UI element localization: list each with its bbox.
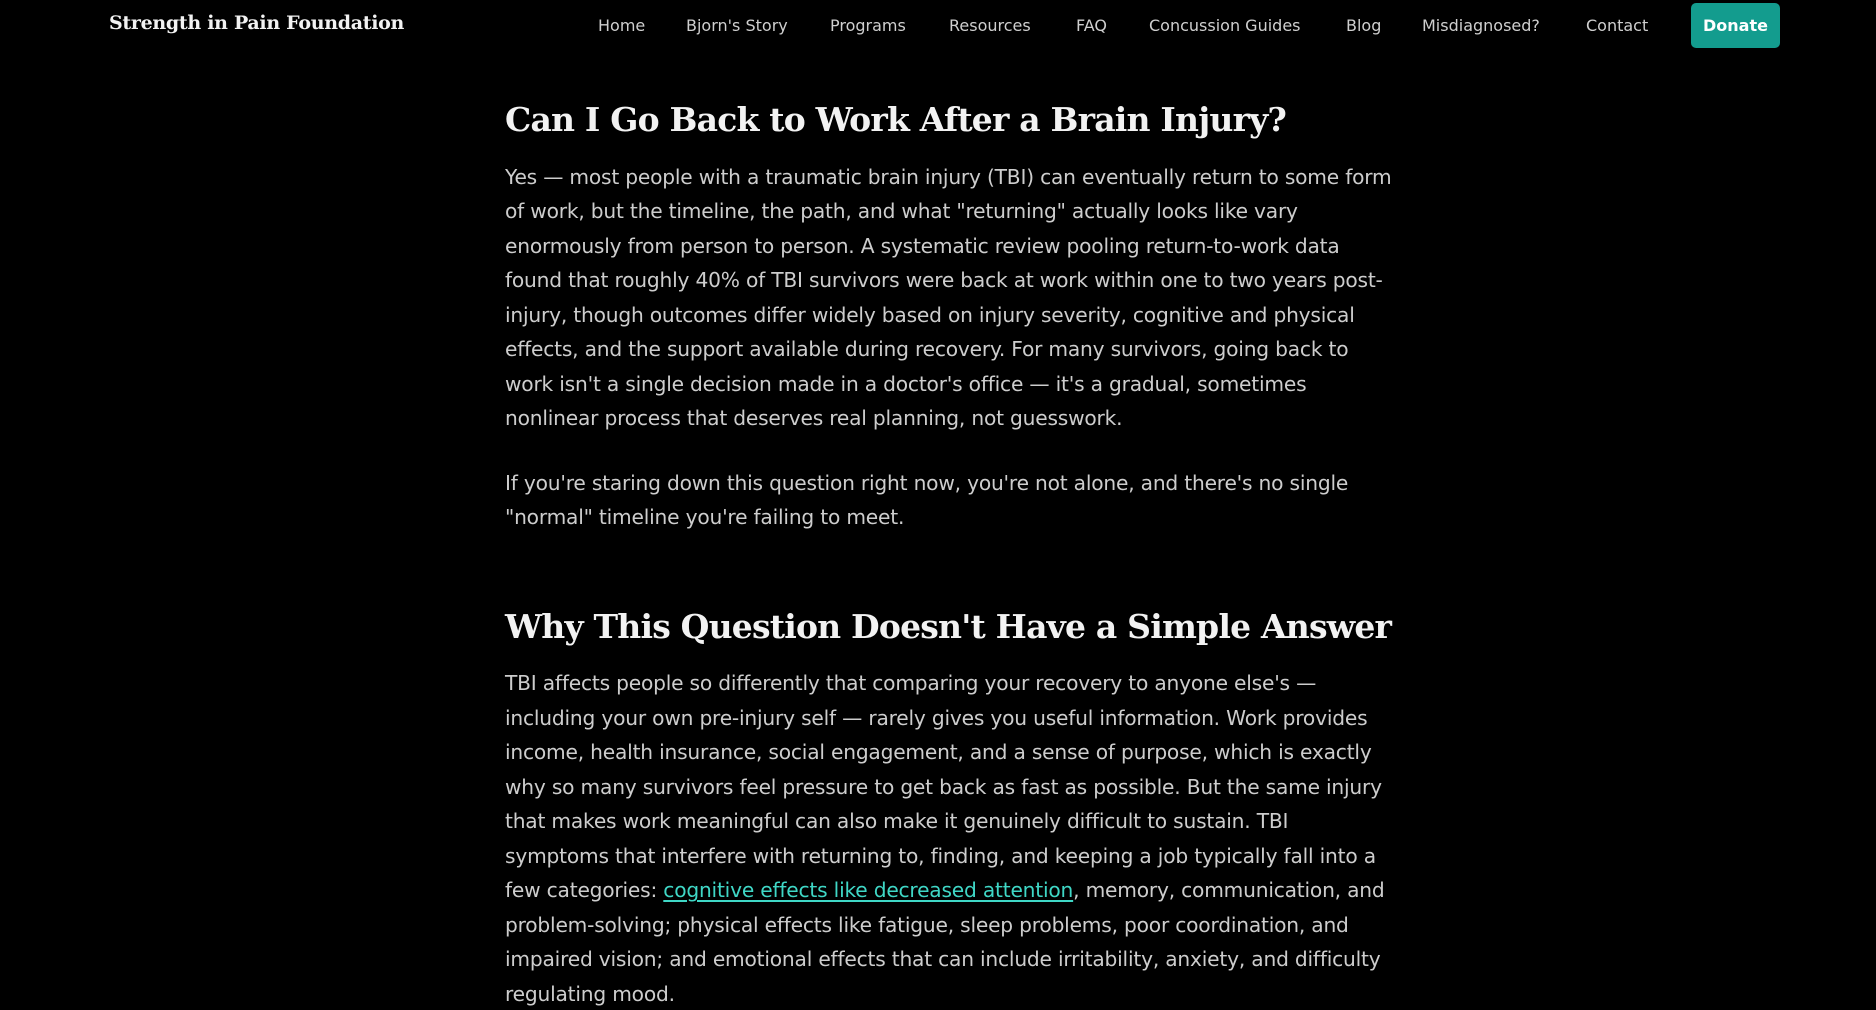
nav-link-contact[interactable]: Contact — [1586, 16, 1649, 35]
paragraph-spacer — [505, 436, 1395, 466]
nav-link-programs[interactable]: Programs — [830, 16, 906, 35]
donate-button[interactable]: Donate — [1691, 3, 1780, 48]
site-logo-link[interactable]: Strength in Pain Foundation — [109, 12, 405, 34]
article-paragraph: Yes — most people with a traumatic brain injury (TBI) can eventually return to some form of work, but the timeline, the path, and what "returning" actually looks like vary enormously from person to person. A systematic review pooling return-to-work data found that roughly 40% of TBI survivors were back at work within one to two years post-injury, though outcomes differ widely based on injury severity, cognitive and physical effects, and the support available during recovery. For many survivors, going back to work isn't a single decision made in a doctor's office — it's a gradual, sometimes nonlinear process that deserves real planning, not guesswork. — [505, 164, 1392, 431]
article-paragraph-with-link — [505, 666, 1395, 1010]
paragraph-text: TBI affects people so differently that comparing your recovery to anyone else's — including your own pre-injury self — rarely gives you useful information. Work provides income, health insurance, social engagement, and a sense of purpose, which is exactly why so many survivors feel pressure to get back as fast as possible. But the same injury that makes work meaningful can also make it genuinely difficult to sustain. TBI symptoms that interfere with returning to, finding, and keeping a job typically fall into a few categories: — [505, 671, 1382, 903]
nav-link-blog[interactable]: Blog — [1346, 16, 1382, 35]
nav-link-misdiagnosed[interactable]: Misdiagnosed? — [1422, 16, 1540, 35]
article-paragraph: If you're staring down this question right now, you're not alone, and there's no single "normal" timeline you're failing to meet. — [505, 470, 1349, 530]
section-spacer — [505, 535, 1395, 607]
nav-link-resources[interactable]: Resources — [949, 16, 1031, 35]
paragraph-text: , memory, communication, and problem-solving; physical effects like fatigue, sleep problems, poor coordination, and impaired vision; and emotional effects that can include irritability, anxiety, and difficulty regulating mood. — [505, 878, 1385, 1006]
cognitive-effects-link[interactable]: cognitive effects like decreased attention — [663, 878, 1074, 903]
nav-link-concussion-guides[interactable]: Concussion Guides — [1149, 16, 1301, 35]
site-header — [0, 0, 1876, 52]
nav-link-bjorns-story[interactable]: Bjorn's Story — [686, 16, 788, 35]
nav-link-home[interactable]: Home — [598, 16, 646, 35]
nav-link-faq[interactable]: FAQ — [1076, 16, 1107, 35]
article-content — [505, 100, 1395, 1010]
section-heading-no-simple-answer: Why This Question Doesn't Have a Simple Answer — [505, 606, 1392, 646]
section-heading-return-to-work: Can I Go Back to Work After a Brain Injury? — [505, 100, 1287, 139]
